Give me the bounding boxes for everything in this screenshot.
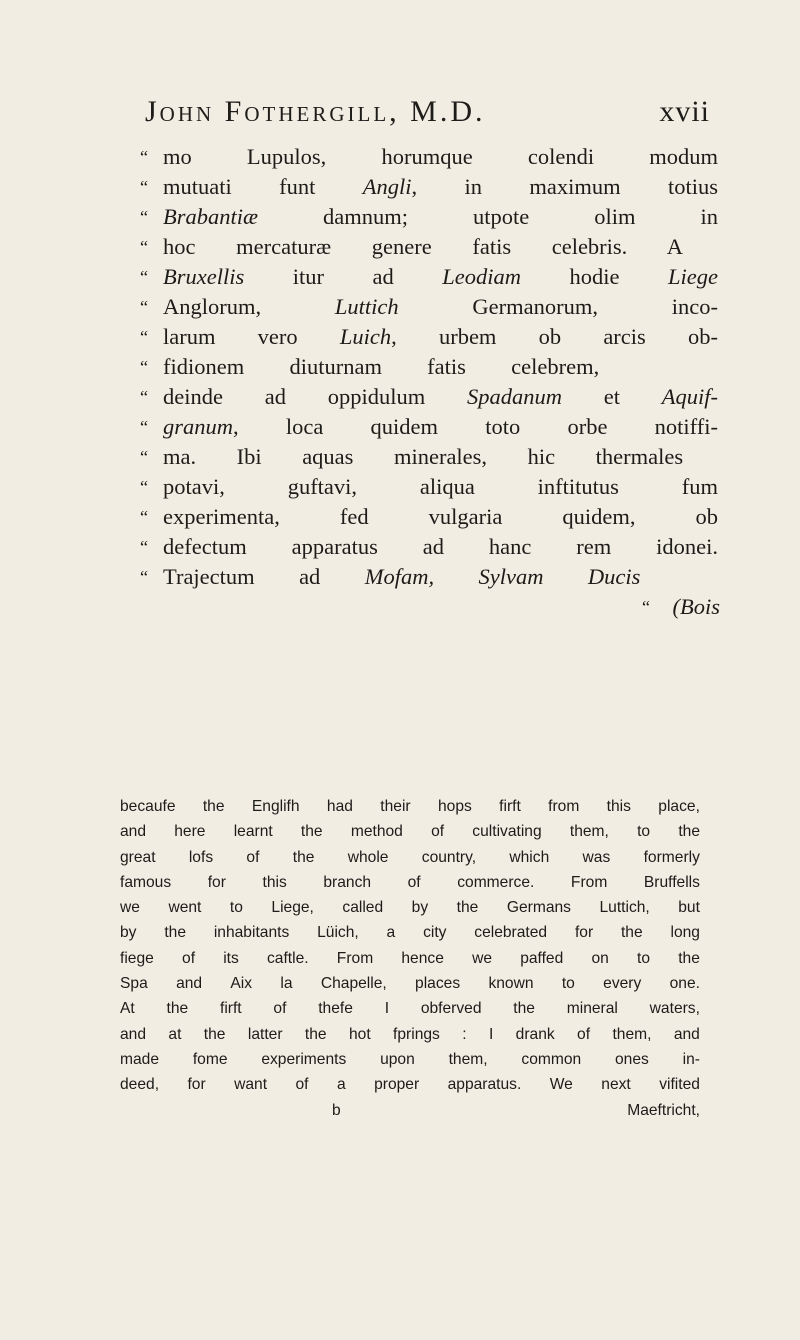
- word: was: [582, 848, 611, 866]
- text-run: itur ad: [244, 264, 443, 289]
- word: next: [601, 1076, 631, 1094]
- word: caftle.: [267, 949, 309, 967]
- word: fome: [192, 1050, 228, 1068]
- page-number: xvii: [659, 95, 710, 128]
- quotation-mark: “: [140, 447, 148, 467]
- word: fprings: [393, 1025, 440, 1043]
- word: the: [304, 1025, 327, 1043]
- latin-line: [140, 442, 720, 472]
- word: Luttich,: [599, 899, 650, 917]
- word: drank: [515, 1025, 555, 1043]
- word: for: [574, 924, 594, 942]
- word: celebrated: [474, 924, 548, 942]
- word: latter: [247, 1025, 283, 1043]
- word: to: [561, 975, 575, 993]
- word: proper: [374, 1076, 420, 1094]
- word: cultivating: [472, 823, 542, 841]
- latin-line-text: [163, 292, 718, 322]
- text-run: larum vero: [163, 324, 340, 349]
- word: of: [182, 949, 196, 967]
- footnote-line: [120, 819, 700, 844]
- word: made: [120, 1050, 160, 1068]
- word: to: [637, 949, 651, 967]
- latin-line: [140, 142, 720, 172]
- latin-line: [140, 382, 720, 412]
- italic-term: Leodiam: [442, 264, 521, 289]
- word: I: [384, 1000, 390, 1018]
- quotation-mark: “: [140, 267, 148, 287]
- word: had: [326, 798, 353, 815]
- italic-term: Aquif-: [661, 384, 718, 409]
- word: to: [229, 899, 243, 917]
- quotation-mark: “: [140, 327, 148, 347]
- word: for: [207, 873, 226, 891]
- italic-term: (Bois: [672, 594, 720, 619]
- word: common: [521, 1050, 582, 1068]
- word: at: [168, 1025, 182, 1043]
- word: this: [262, 873, 287, 891]
- word: but: [678, 899, 700, 917]
- footnote-line: [120, 971, 700, 996]
- word: we: [472, 949, 492, 967]
- latin-line-text: [673, 592, 721, 622]
- footnote-line: [120, 895, 700, 920]
- latin-line: [140, 472, 720, 502]
- italic-term: Mofam, Sylvam Ducis: [364, 564, 641, 589]
- quotation-mark: “: [140, 477, 148, 497]
- italic-term: Liege: [668, 264, 719, 289]
- word: the: [678, 949, 700, 967]
- footnote-line: [120, 845, 700, 870]
- word: Aix: [230, 975, 253, 993]
- footnote-line: [120, 1047, 700, 1072]
- latin-line-text: [163, 202, 718, 232]
- latin-line-text: [163, 412, 718, 442]
- word: the: [292, 848, 315, 866]
- word: lofs: [188, 848, 214, 866]
- word: the: [620, 924, 643, 942]
- word: place,: [658, 798, 700, 815]
- latin-line-text: [163, 532, 718, 562]
- word: and: [120, 1025, 147, 1043]
- text-run: et: [561, 384, 662, 409]
- word: long: [670, 924, 700, 942]
- latin-line: [140, 322, 720, 352]
- word: we: [120, 899, 140, 917]
- latin-line: [140, 262, 720, 292]
- italic-term: Brabantiæ: [163, 204, 259, 229]
- quotation-mark: “: [140, 177, 148, 197]
- word: on: [591, 949, 609, 967]
- word: of: [273, 1000, 287, 1018]
- catchword: Maeftricht,: [627, 1101, 700, 1119]
- word: called: [342, 899, 384, 917]
- word: and: [120, 823, 147, 841]
- word: method: [350, 823, 403, 841]
- word: Liege,: [271, 899, 314, 917]
- quotation-mark: “: [140, 237, 148, 257]
- italic-term: Bruxellis: [163, 264, 245, 289]
- latin-line: [140, 292, 720, 322]
- word: here: [174, 823, 206, 841]
- text-run: mutuati funt: [163, 174, 363, 199]
- word: branch: [323, 873, 372, 891]
- word: them,: [612, 1025, 652, 1043]
- word: whole: [347, 848, 389, 866]
- footnote-line: [120, 1022, 700, 1047]
- word: the: [300, 823, 323, 841]
- word: Englifh: [251, 798, 300, 815]
- quotation-mark: “: [140, 387, 148, 407]
- word: which: [509, 848, 550, 866]
- text-run: potavi, guftavi, aliqua inftitutus fum: [163, 474, 718, 499]
- word: deed,: [120, 1076, 160, 1094]
- text-run: experimenta, fed vulgaria quidem, ob: [163, 504, 718, 529]
- word: known: [488, 975, 534, 993]
- word: We: [549, 1076, 573, 1094]
- quotation-mark: “: [140, 297, 148, 317]
- word: places: [415, 975, 461, 993]
- word: to: [637, 823, 651, 841]
- word: famous: [120, 873, 172, 891]
- latin-line-text: [163, 562, 640, 592]
- italic-term: Angli: [362, 174, 412, 199]
- text-run: defectum apparatus ad hanc rem idonei.: [163, 534, 718, 559]
- quotation-mark: “: [140, 147, 148, 167]
- latin-line-text: [163, 472, 718, 502]
- word: this: [606, 798, 631, 815]
- footnote-line: [120, 946, 700, 971]
- word: great: [120, 848, 156, 866]
- word: hence: [401, 949, 444, 967]
- latin-quotation: [140, 142, 720, 622]
- word: firft: [219, 1000, 242, 1018]
- footnote-line: [120, 870, 700, 895]
- signature-row: [120, 1098, 700, 1123]
- word: of: [577, 1025, 591, 1043]
- italic-term: Luich: [339, 324, 392, 349]
- word: their: [380, 798, 411, 815]
- text-run: fidionem diuturnam fatis celebrem,: [163, 354, 600, 379]
- word: the: [678, 823, 700, 841]
- word: the: [202, 798, 225, 815]
- text-run: Anglorum,: [163, 294, 335, 319]
- word: the: [164, 924, 186, 942]
- running-title: John Fothergill, M.D.: [145, 95, 486, 128]
- word: upon: [380, 1050, 415, 1068]
- text-run: , loca quidem toto orbe notiffi-: [233, 414, 718, 439]
- word: firft: [499, 798, 521, 815]
- word: hops: [437, 798, 472, 815]
- latin-line: [140, 502, 720, 532]
- quotation-mark: “: [140, 507, 148, 527]
- footnote-translation: [120, 794, 700, 1123]
- word: becaufe: [120, 798, 176, 815]
- latin-line: [140, 202, 720, 232]
- word: commerce.: [457, 873, 535, 891]
- latin-line: [140, 352, 720, 382]
- latin-line: [140, 172, 720, 202]
- word: city: [423, 924, 447, 942]
- word: and: [176, 975, 203, 993]
- word: la: [280, 975, 293, 993]
- word: by: [120, 924, 137, 942]
- footnote-line: [120, 996, 700, 1021]
- word: want: [234, 1076, 268, 1094]
- word: apparatus.: [447, 1076, 522, 1094]
- word: From: [336, 949, 374, 967]
- word: of: [246, 848, 260, 866]
- text-run: hoc mercaturæ genere fatis celebris. A: [163, 234, 683, 259]
- word: went: [168, 899, 202, 917]
- latin-line-text: [163, 142, 718, 172]
- word: of: [295, 1076, 309, 1094]
- word: Bruffells: [643, 873, 700, 891]
- word: At: [120, 1000, 135, 1018]
- text-run: Trajectum ad: [163, 564, 365, 589]
- word: country,: [421, 848, 477, 866]
- word: them,: [569, 823, 609, 841]
- word: mineral: [566, 1000, 618, 1018]
- word: the: [203, 1025, 226, 1043]
- word: Spa: [120, 975, 148, 993]
- word: for: [187, 1076, 206, 1094]
- word: inhabitants: [213, 924, 290, 942]
- word: Lüich,: [317, 924, 359, 942]
- word: by: [411, 899, 429, 917]
- word: and: [673, 1025, 700, 1043]
- word: From: [570, 873, 608, 891]
- word: them,: [448, 1050, 488, 1068]
- quotation-mark: “: [140, 207, 148, 227]
- word: formerly: [643, 848, 700, 866]
- italic-term: Spadanum: [466, 384, 562, 409]
- quotation-mark: “: [140, 537, 148, 557]
- word: vifited: [659, 1076, 700, 1094]
- word: experiments: [261, 1050, 347, 1068]
- word: from: [548, 798, 580, 815]
- word: every: [603, 975, 642, 993]
- word: hot: [348, 1025, 371, 1043]
- word: obferved: [420, 1000, 482, 1018]
- latin-line-text: [163, 382, 718, 412]
- word: waters,: [649, 1000, 700, 1018]
- latin-line-text: [163, 262, 718, 292]
- text-run: hodie: [521, 264, 669, 289]
- footnote-line: [120, 794, 700, 819]
- word: learnt: [233, 823, 273, 841]
- latin-line-text: [163, 322, 718, 352]
- word: a: [336, 1076, 346, 1094]
- text-run: damnum; utpote olim in: [258, 204, 718, 229]
- word: the: [166, 1000, 189, 1018]
- page-header: [145, 92, 710, 132]
- word: of: [431, 823, 445, 841]
- word: Germans: [506, 899, 571, 917]
- word: Chapelle,: [320, 975, 387, 993]
- italic-term: Luttich: [334, 294, 399, 319]
- latin-line-text: [163, 502, 718, 532]
- signature-mark: b: [332, 1101, 341, 1119]
- latin-line: [140, 232, 720, 262]
- text-run: deinde ad oppidulum: [163, 384, 467, 409]
- word: ones: [615, 1050, 649, 1068]
- word: :: [462, 1025, 467, 1043]
- latin-line-text: [163, 232, 683, 262]
- quotation-mark: “: [140, 357, 148, 377]
- latin-line-text: [163, 352, 599, 382]
- word: thefe: [318, 1000, 353, 1018]
- footnote-line: [120, 1072, 700, 1097]
- word: in-: [682, 1050, 700, 1068]
- quotation-mark: “: [140, 567, 148, 587]
- word: I: [488, 1025, 494, 1043]
- text-run: , in maximum totius: [411, 174, 718, 199]
- text-run: Germanorum, inco-: [398, 294, 718, 319]
- footnote-line: [120, 920, 700, 945]
- word: the: [513, 1000, 535, 1018]
- latin-line: [140, 562, 720, 592]
- word: fiege: [120, 949, 154, 967]
- quotation-mark: “: [642, 597, 650, 617]
- latin-line: [140, 412, 720, 442]
- text-run: mo Lupulos, horumque colendi modum: [163, 144, 718, 169]
- word: paffed: [520, 949, 564, 967]
- latin-line-text: [163, 442, 683, 472]
- italic-term: granum: [163, 414, 234, 439]
- word: one.: [669, 975, 700, 993]
- word: of: [407, 873, 421, 891]
- word: the: [456, 899, 479, 917]
- quotation-mark: “: [140, 417, 148, 437]
- latin-line-text: [163, 172, 718, 202]
- latin-line: [140, 592, 720, 622]
- text-run: , urbem ob arcis ob-: [391, 324, 718, 349]
- word: its: [223, 949, 239, 967]
- latin-line: [140, 532, 720, 562]
- word: a: [386, 924, 396, 942]
- text-run: ma. Ibi aquas minerales, hic thermales: [163, 444, 684, 469]
